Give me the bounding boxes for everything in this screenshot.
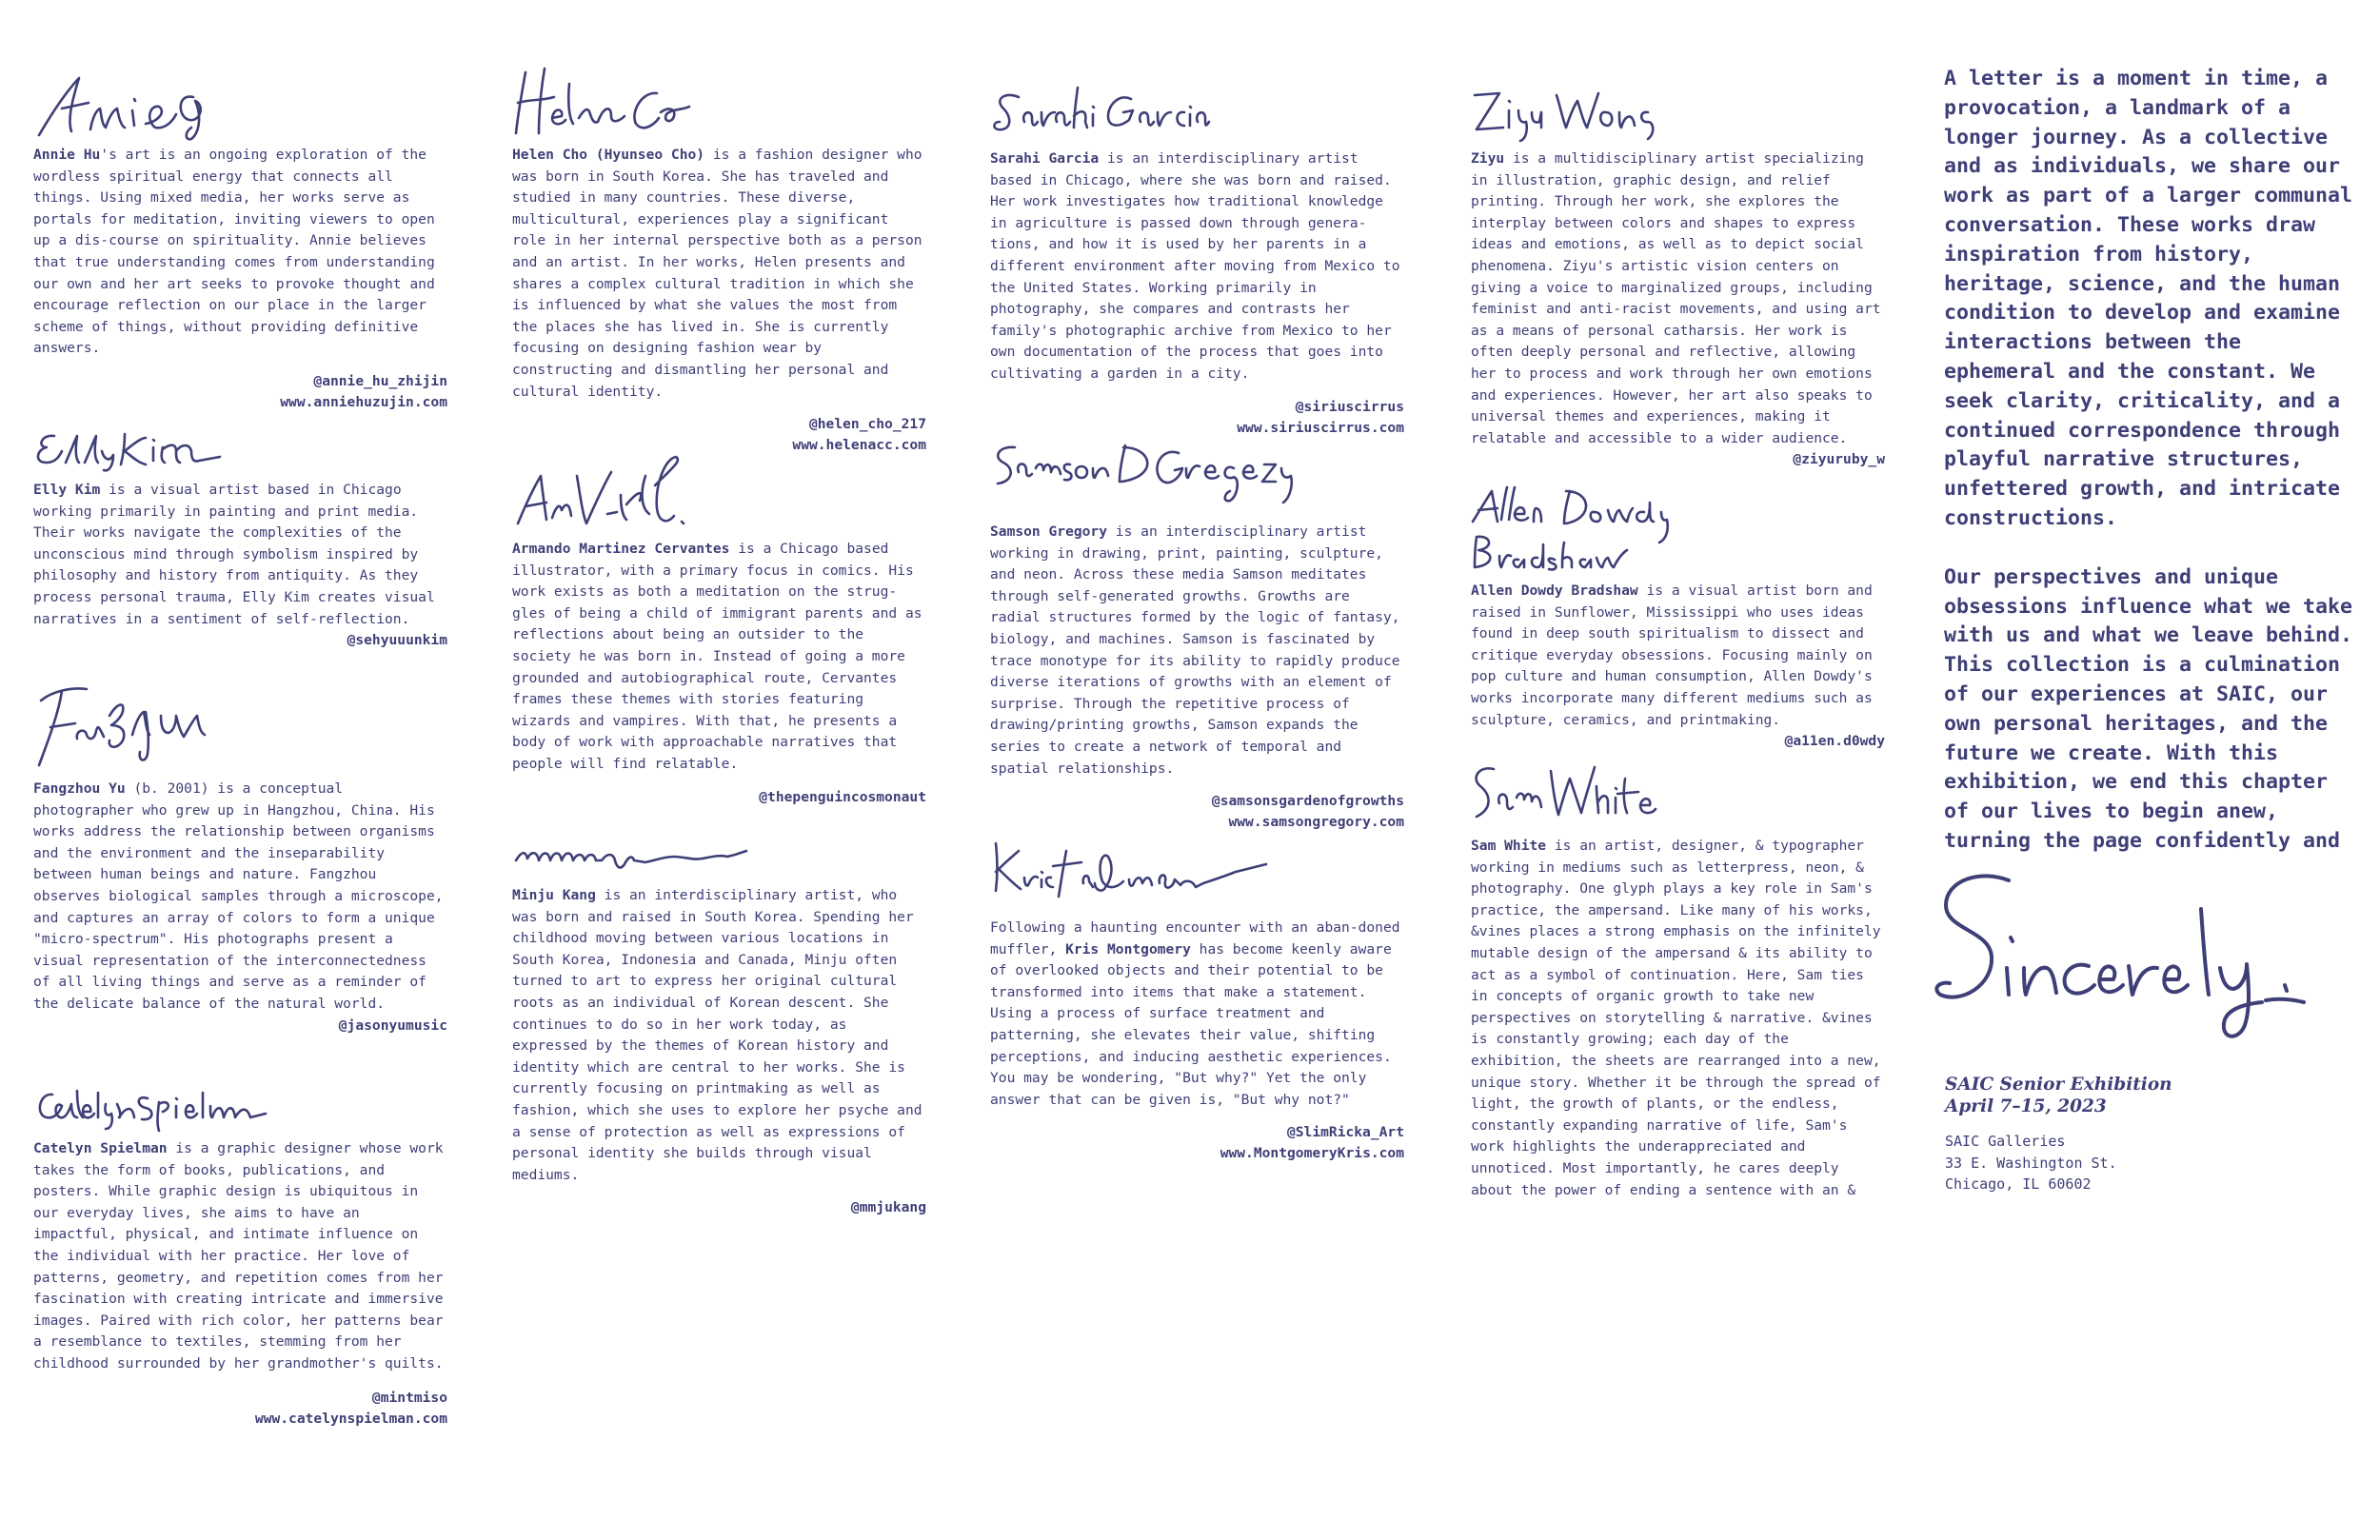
letter-paragraph-2: Our perspectives and unique obsessions influence what we take with us and what we leave behind. This collection is a culmination of our experiences at SAIC, our own personal heritages, and the future we create. With this exhibition, we end this chapter of our lives to begin anew, turning the page confidently and: [1944, 564, 2353, 853]
bio-sam: Sam White is an artist, designer, & typographer working in mediums such as letterpress, neon, & photography. One glyph plays a key role in Sam's practice, the ampersand. Like many of his works, &vines places a strong emphasis on the infinitely mutable design of the ampersand & its ability to act as a symbol of continuation. Here, Sam ties in concepts of organic growth to take new perspectives on storytelling & narrative. &vines is constantly growing; each day of the exhibition, the sheets are rearranged into a new, unique story. Whether it be through the spread of light, the growth of plants, or the endless, constantly expanding narrative of life, Sam's work highlights the underappreciated and unnoticed. Most importantly, he cares deeply about the power of ending a sentence with an &: [1471, 838, 1881, 1198]
contact-sarahi: [990, 397, 1404, 439]
bio-ziyu: Ziyu is a multidisciplinary artist specializing in illustration, graphic design, and relief printing. Through her work, she explores the interplay between colors and shapes to express ideas and emotions, as well as to depict social phenomena. Ziyu's artistic vision centers on giving a voice to marginalized groups, including feminist and anti-racist movements, and using art as a means of personal catharsis. Her work is often deeply personal and reflective, allowing her to process and work through her own emotions and experiences. However, her art also speaks to universal themes and experiences, making it relatable and accessible to a wider audience.: [1471, 150, 1881, 446]
artist-fangzhou: [33, 678, 447, 1037]
bio-allen: Allen Dowdy Bradshaw is a visual artist born and raised in Sunflower, Mississippi who uses ideas found in deep south spiritualism to dissect and critique everyday obsessions. Focusing mainly on pop culture and human consumption, Allen Dowdy's works incorporate many different mediums such as sculpture, ceramics, and printmaking.: [1471, 582, 1873, 728]
contact-fangzhou: [33, 1016, 447, 1037]
bio-annie: Annie Hu's art is an ongoing exploration of the wordless spiritual energy that connects all things. Using mixed media, her works serve as portals for meditation, inviting viewers to open up a dis-course on spirituality. Annie believes that true understanding comes from understanding our own and her art seeks to provoke thought and encourage reflection on our place in the larger scheme of things, without providing definitive answers.: [33, 147, 435, 357]
contact-kris: [990, 1122, 1404, 1164]
handle-minju[interactable]: @mmjukang: [850, 1199, 926, 1216]
signature-kris-montgomery: [990, 838, 1276, 910]
signature-annie-hu: [33, 65, 224, 145]
contact-allen: [1471, 731, 1885, 752]
contact-ziyu: [1471, 449, 1885, 470]
artist-elly: [33, 426, 447, 651]
website-kris[interactable]: www.MontgomeryKris.com: [1220, 1145, 1404, 1162]
bio-armando: Armando Martinez Cervantes is a Chicago based illustrator, with a primary focus in comics. His work exists as both a meditation on the strug-gles of being a child of immigrant parents and as reflections about being an outsider to the society he was born in. Instead of going a more grounded and autobiographical route, Cervantes frames these themes with stories featuring wizards and vampires. With that, he presents a body of work with approachable narratives that people will find relatable.: [512, 541, 922, 772]
handle-allen[interactable]: @a11en.d0wdy: [1784, 733, 1885, 750]
signoff-sincerely: [1933, 861, 2361, 1052]
curatorial-letter: [1944, 65, 2363, 886]
bio-samson: Samson Gregory is an interdisciplinary artist working in drawing, print, painting, sculpture, and neon. Across these media Samson meditates through self-generated growths. Growths are radial structures formed by the logic of fantasy, biology, and machines. Samson is fascinated by trace monotype for its ability to rapidly produce diverse iterations of growths with an element of surprise. Through the repetitive process of drawing/printing growths, Samson expands the series to create a network of temporal and spatial relationships.: [990, 523, 1400, 777]
website-annie[interactable]: www.anniehuzujin.com: [280, 393, 447, 410]
artist-allen: [1471, 484, 1885, 752]
exhibition-dates: April 7–15, 2023: [1945, 1096, 2107, 1116]
bio-minju: Minju Kang is an interdisciplinary artist, who was born and raised in South Korea. Spending her childhood moving between various locations in South Korea, Indonesia and Canada, Minju often turned to art to express her original cultural roots as an individual of Korean descent. She continues to do so in her work today, as expressed by the themes of Korean history and identity which are central to her works. She is currently focusing on printmaking as well as fashion, which she uses to explore her psyche and a sense of protection as well as expressions of personal identity she builds through visual mediums.: [512, 887, 922, 1183]
artist-annie: [33, 65, 447, 413]
website-catelyn[interactable]: www.catelynspielman.com: [254, 1410, 447, 1427]
bio-kris: Following a haunting encounter with an aban-doned muffler, Kris Montgomery has become keenly aware of overlooked objects and their potential to be transformed into items that make a statement. Using a process of surface treatment and patterning, she elevates their value, shifting perceptions, and inducing aesthetic experiences. You may be wondering, "But why?" Yet the only answer that can be given is, "But why not?": [990, 919, 1400, 1108]
signature-minju-kang: [512, 832, 750, 879]
artist-kris: [990, 838, 1404, 1164]
contact-minju: [512, 1197, 926, 1218]
handle-catelyn[interactable]: @mintmiso: [371, 1389, 447, 1406]
artist-catelyn: [33, 1085, 447, 1430]
handle-elly[interactable]: @sehyuuunkim: [347, 632, 447, 649]
bio-catelyn: Catelyn Spielman is a graphic designer whose work takes the form of books, publications, and posters. While graphic design is ubiquitous in our everyday lives, she aims to have an impactful, physical, and intimate influence on the individual with her practice. Her love of patterns, geometry, and repetition comes from her fascination with creating intricate and immersive images. Paired with rich color, her patterns bear a resemblance to textiles, stemming from her childhood surrounded by her grandmother's quilts.: [33, 1140, 444, 1372]
signature-armando-martinez: [512, 447, 703, 533]
venue-street: 33 E. Washington St.: [1945, 1154, 2117, 1172]
signature-catelyn-spielman: [33, 1085, 271, 1133]
handle-armando[interactable]: @thepenguincosmonaut: [759, 788, 926, 805]
artist-samson: [990, 440, 1404, 833]
signature-ziyu-wang: [1471, 84, 1661, 145]
signature-elly-kim: [33, 426, 252, 474]
artist-ziyu: [1471, 84, 1885, 470]
handle-samson[interactable]: @samsonsgardenofgrowths: [1211, 793, 1404, 810]
website-samson[interactable]: www.samsongregory.com: [1228, 814, 1404, 831]
exhibition-title: SAIC Senior Exhibition: [1945, 1075, 2172, 1095]
contact-armando: [512, 787, 926, 808]
artist-sarahi: [990, 84, 1404, 439]
artist-minju: [512, 832, 926, 1218]
handle-sarahi[interactable]: @siriuscirrus: [1295, 398, 1404, 415]
letter-paragraph-1: A letter is a moment in time, a provocation, a landmark of a longer journey. As a collective and as individuals, we share our work as part of a larger communal conversation. These works draw inspiration from history, heritage, science, and the human condition to develop and examine interactions between the ephemeral and the constant. We seek clarity, criticality, and a continued correspondence through playful narrative structures, unfettered growth, and intricate constructions.: [1944, 67, 2353, 530]
handle-kris[interactable]: @SlimRicka_Art: [1286, 1124, 1404, 1141]
website-helen[interactable]: www.helenacc.com: [792, 437, 926, 454]
contact-annie: [33, 371, 447, 413]
venue-city: Chicago, IL 60602: [1945, 1175, 2092, 1193]
bio-fangzhou: Fangzhou Yu (b. 2001) is a conceptual photographer who grew up in Hangzhou, China. His works address the relationship between organisms and the environment and the inseparability between human beings and nature. Fangzhou observes biological samples through a microscope, and captures an array of colors to form a unique "micro-spectrum". His photographs present a visual representation of the interconnectedness of all living things and serve as a reminder of the delicate balance of the natural world.: [33, 780, 444, 1012]
contact-catelyn: [33, 1388, 447, 1430]
signature-allen-dowdy-bradshaw: [1471, 484, 1718, 571]
artist-armando: [512, 447, 926, 808]
handle-ziyu[interactable]: @ziyuruby_w: [1793, 451, 1885, 468]
bio-elly: Elly Kim is a visual artist based in Chicago working primarily in painting and print media. Their works navigate the complexities of the unconscious mind through symbolism inspired by philosophy and history from antiquity. As they process personal trauma, Elly Kim creates visual narratives in a sentiment of self-reflection.: [33, 482, 435, 627]
bio-helen: Helen Cho (Hyunseo Cho) is a fashion designer who was born in South Korea. She has traveled and studied in many countries. These diverse, multicultural, experiences play a significant role in her internal perspective both as a person and an artist. In her works, Helen presents and shares a complex cultural tradition in which she is influenced by what she values the most from the places she has lived in. She is currently focusing on designing fashion wear by constructing and dismantling her personal and cultural identity.: [512, 147, 922, 400]
artist-sam: [1471, 760, 1885, 1201]
signature-helen-cho: [512, 65, 703, 145]
bio-sarahi: Sarahi Garcia is an interdisciplinary artist based in Chicago, where she was born and raised. Her work investigates how traditional knowledge in agriculture is passed down through genera-tions, and how it is used by her parents in a different environment after moving from Mexico to the United States. Working primarily in photography, she compares and contrasts her family's photographic archive from Mexico to her own documentation of the process that goes into cultivating a garden in a city.: [990, 150, 1400, 382]
signature-sarahi-garcia: [990, 84, 1209, 145]
contact-samson: [990, 791, 1404, 833]
website-sarahi[interactable]: www.siriuscirrus.com: [1237, 419, 1404, 436]
handle-helen[interactable]: @helen_cho_217: [808, 416, 926, 433]
artist-helen: [512, 65, 926, 456]
exhibition-info: [1945, 1074, 2172, 1195]
venue-name: SAIC Galleries: [1945, 1133, 2066, 1150]
handle-fangzhou[interactable]: @jasonyumusic: [338, 1017, 447, 1034]
signature-fangzhou-yu: [33, 678, 233, 773]
contact-elly: [33, 630, 447, 651]
signature-samson-gregory: [990, 440, 1304, 516]
exhibition-address: [1945, 1131, 2172, 1195]
signature-sam-white: [1471, 760, 1671, 830]
handle-annie[interactable]: @annie_hu_zhijin: [313, 372, 447, 389]
